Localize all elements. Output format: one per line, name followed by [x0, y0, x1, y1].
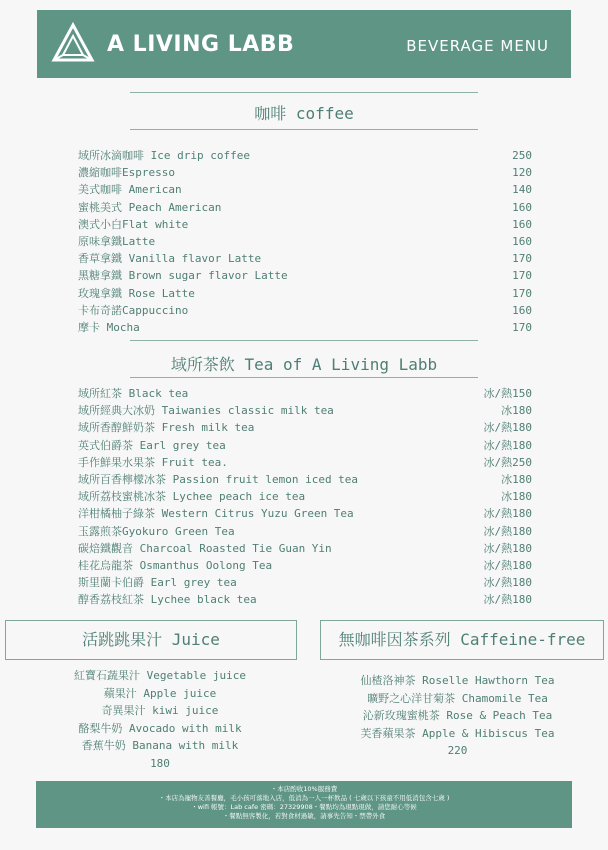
tea-section-title: 域所茶飲 Tea of A Living Labb	[170, 355, 438, 374]
coffee-menu-item	[78, 216, 532, 233]
tea-list	[78, 385, 532, 608]
caffeine-free-list	[330, 672, 585, 760]
triangle-logo-icon	[51, 22, 95, 66]
item-price: 170	[512, 320, 532, 334]
item-name: 澳式小白Flat white	[78, 217, 189, 231]
item-name: 手作鮮果水果茶 Fruit tea.	[78, 455, 228, 469]
tea-menu-item	[78, 385, 532, 402]
caffeine-free-item: 沁新玫瑰蜜桃茶 Rose & Peach Tea	[362, 709, 553, 722]
tea-menu-item	[78, 523, 532, 540]
caffeine-free-item: 仙楂洛神茶 Roselle Hawthorn Tea	[360, 674, 555, 687]
footer-notes	[36, 781, 572, 828]
item-price: 冰/熱150	[483, 387, 532, 400]
coffee-menu-item	[78, 147, 532, 164]
item-price: 冰/熱180	[483, 541, 532, 555]
header-banner	[37, 10, 571, 78]
tea-menu-item	[78, 437, 532, 454]
item-price: 170	[512, 269, 532, 283]
tea-menu-item	[78, 454, 532, 471]
coffee-menu-item	[78, 164, 532, 181]
tea-menu-item	[78, 540, 532, 557]
tea-menu-item	[78, 574, 532, 591]
caffeine-free-section-box	[320, 620, 604, 660]
item-price: 冰/熱180	[483, 507, 532, 521]
item-price: 170	[512, 286, 532, 300]
item-price: 冰/熱180	[483, 576, 532, 590]
juice-list	[30, 667, 290, 772]
juice-price: 180	[150, 756, 170, 770]
caffeine-free-section-title: 無咖啡因茶系列 Caffeine-free	[338, 630, 586, 649]
item-name: 摩卡 Mocha	[78, 320, 140, 334]
item-name: 碳焙鐵觀音 Charcoal Roasted Tie Guan Yin	[78, 541, 332, 555]
coffee-menu-item	[78, 181, 532, 198]
item-name: 香草拿鐵 Vanilla flavor Latte	[78, 252, 262, 266]
item-price: 冰180	[501, 472, 532, 486]
item-price: 冰/熱180	[483, 558, 532, 572]
brand-name: A LIVING LABB	[107, 32, 295, 57]
juice-section-title: 活跳跳果汁 Juice	[82, 630, 220, 649]
tea-menu-item	[78, 488, 532, 505]
menu-title: BEVERAGE MENU	[406, 37, 549, 55]
coffee-top-divider	[130, 92, 478, 93]
item-price: 160	[512, 200, 532, 214]
juice-item: 香蕉牛奶 Banana with milk	[81, 739, 239, 752]
coffee-bottom-divider	[130, 129, 478, 130]
coffee-menu-item	[78, 250, 532, 267]
item-price: 冰180	[501, 404, 532, 418]
item-price: 140	[512, 183, 532, 197]
coffee-menu-item	[78, 285, 532, 302]
item-price: 160	[512, 217, 532, 231]
coffee-menu-item	[78, 267, 532, 284]
footer-note-line: ・餐點無客製化，若對食材過敏，請事先告知・禁帶外食	[222, 812, 386, 820]
item-name: 濃縮咖啡Espresso	[78, 166, 175, 180]
juice-section-box	[5, 620, 297, 660]
item-price: 160	[512, 234, 532, 248]
item-price: 冰/熱180	[483, 593, 532, 607]
footer-note-line: ・本店酌收10%服務費	[270, 785, 338, 793]
coffee-menu-item	[78, 319, 532, 336]
item-name: 域所冰滴咖啡 Ice drip coffee	[78, 149, 250, 162]
item-name: 蜜桃美式 Peach American	[78, 200, 222, 214]
tea-bottom-divider	[130, 377, 478, 378]
item-price: 冰/熱250	[483, 455, 532, 469]
juice-item: 蘋果汁 Apple juice	[103, 686, 217, 700]
item-name: 域所百香檸檬冰茶 Passion fruit lemon iced tea	[78, 472, 359, 486]
coffee-section-title: 咖啡 coffee	[254, 104, 354, 123]
juice-item: 奇異果汁 kiwi juice	[101, 704, 219, 717]
item-name: 美式咖啡 American	[78, 183, 182, 197]
coffee-menu-item	[78, 302, 532, 319]
item-name: 桂花烏龍茶 Osmanthus Oolong Tea	[78, 558, 273, 572]
item-name: 醇香荔枝紅茶 Lychee black tea	[78, 593, 257, 607]
item-name: 域所紅茶 Black tea	[78, 387, 189, 400]
juice-item: 酪梨牛奶 Avocado with milk	[78, 721, 242, 735]
item-name: 原味拿鐵Latte	[78, 234, 156, 248]
item-name: 斯里蘭卡伯爵 Earl grey tea	[78, 576, 237, 590]
item-name: 玫瑰拿鐵 Rose Latte	[78, 286, 195, 300]
item-name: 域所香醇鮮奶茶 Fresh milk tea	[78, 421, 255, 435]
tea-menu-item	[78, 505, 532, 522]
caffeine-free-item: 曠野之心洋甘菊茶 Chamomile Tea	[367, 691, 548, 705]
tea-menu-item	[78, 471, 532, 488]
item-name: 英式伯爵茶 Earl grey tea	[78, 438, 226, 452]
item-name: 域所經典大冰奶 Taiwanies classic milk tea	[78, 404, 334, 418]
item-price: 冰/熱180	[483, 438, 532, 452]
tea-menu-item	[78, 557, 532, 574]
caffeine-free-item: 芙香蘋果茶 Apple & Hibiscus Tea	[360, 726, 555, 740]
item-price: 冰/熱180	[483, 421, 532, 435]
item-name: 洋柑橘柚子綠茶 Western Citrus Yuzu Green Tea	[78, 507, 354, 521]
item-price: 冰/熱180	[483, 524, 532, 538]
item-price: 冰180	[501, 490, 532, 504]
tea-menu-item	[78, 419, 532, 436]
item-name: 卡布奇諾Cappuccino	[78, 303, 189, 317]
item-price: 170	[512, 252, 532, 266]
item-name: 域所荔枝蜜桃冰茶 Lychee peach ice tea	[78, 490, 306, 504]
coffee-menu-item	[78, 199, 532, 216]
caffeine-free-price: 220	[447, 744, 468, 757]
item-price: 250	[512, 149, 532, 162]
item-name: 黑糖拿鐵 Brown sugar flavor Latte	[78, 269, 288, 283]
footer-note-line: ・wifi 帳號：Lab cafe 密碼：27329908・餐點均為現點現做，請您耐心等候	[191, 803, 417, 811]
footer-note-line: ・本店為寵物友善餐廳，毛小孩可落地入店，低消為一人一杯飲品 ( 七歲以下孩童不用低消包含七歲 )	[158, 794, 450, 802]
coffee-menu-item	[78, 233, 532, 250]
item-name: 玉露煎茶Gyokuro Green Tea	[78, 524, 235, 538]
item-price: 120	[512, 166, 532, 180]
item-price: 160	[512, 303, 532, 317]
coffee-list	[78, 147, 532, 336]
juice-item: 紅寶石蔬果汁 Vegetable juice	[74, 669, 246, 682]
tea-menu-item	[78, 591, 532, 608]
tea-top-divider	[130, 340, 478, 341]
tea-menu-item	[78, 402, 532, 419]
